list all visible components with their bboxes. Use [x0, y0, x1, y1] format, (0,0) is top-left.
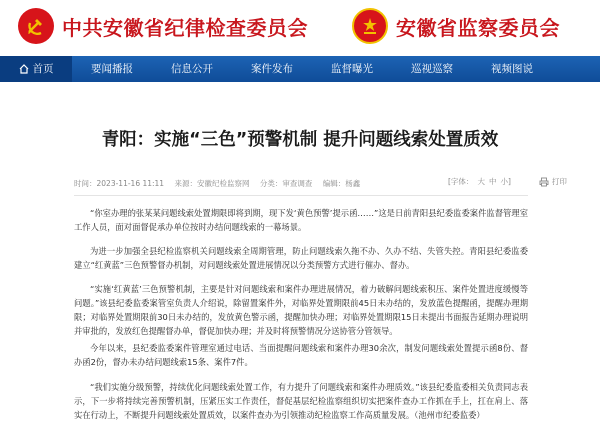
article-meta: [74, 178, 368, 189]
article-content: [0, 82, 600, 429]
banner-right-title: 安徽省监察委员会: [396, 15, 560, 40]
nav-item-info-disclosure[interactable]: 信息公开: [171, 63, 213, 75]
nav-item-video[interactable]: 视频图说: [491, 63, 533, 75]
national-emblem-icon: [352, 8, 388, 44]
banner-left-title: 中共安徽省纪律检查委员会: [62, 15, 308, 40]
font-size-label: [字体：: [448, 177, 474, 186]
nav-item-case-release[interactable]: 案件发布: [251, 63, 293, 75]
party-emblem-icon: [18, 8, 54, 44]
article-paragraph: “你室办理的张某某问题线索处置期限即将到期，现下发‘黄色预警’提示函……”这是日前青阳县纪委监委案件监督管理室工作人员，面对面督促承办单位按时办结问题线索的一幕场景。: [74, 208, 528, 232]
article-editor: 编辑：杨鑫: [322, 179, 361, 188]
article-date: 时间：2023-11-16 11:11: [74, 179, 165, 188]
banner-left[interactable]: [18, 8, 308, 44]
nav-item-exposure[interactable]: 监督曝光: [331, 63, 373, 75]
article-tools: [448, 176, 567, 187]
print-label: 打印: [551, 177, 567, 186]
nav-item-news[interactable]: 要闻播报: [91, 63, 133, 75]
site-banner: [0, 0, 600, 56]
font-medium-button[interactable]: 中: [488, 177, 497, 186]
print-icon: [539, 177, 549, 187]
home-icon: [19, 64, 29, 74]
nav-item-home[interactable]: [0, 56, 72, 82]
nav-item-inspection[interactable]: 巡视巡察: [411, 63, 453, 75]
article-paragraph: 为进一步加强全县纪检监察机关问题线索全周期管理，防止问题线索久拖不办、久办不结、失管失控。青阳县纪委监委建立“红黄蓝”三色预警督办机制，对问题线索处置进展情况以分类预警方式进行催办、督办。: [74, 246, 528, 270]
print-button[interactable]: [539, 176, 567, 187]
article-paragraph: “实施‘红黄蓝’三色预警机制，主要是针对问题线索和案件办理进展情况，着力破解问题线索积压、案件处置进度缓慢等问题。”该县纪委监委案管室负责人介绍说，除留置案件外，对临界处置期限前45日未办结的，发放蓝色提醒函，提醒办理期限；对临界处置期限前30日未办结的，发放黄色警示函，提醒加快办理；对临界处置期限15日未提出书面报告延期办理说明并审批的，发放红色提醒督办单，督促加快办理；并及时将预警情况分送协管分管领导。: [74, 284, 528, 336]
font-size-close: ]: [507, 177, 511, 186]
article-paragraph: 今年以来，县纪委监委案件管理室通过电话、当面提醒问题线索和案件办理30余次，制发问题线索处置提示函8份、督办函2份，督办未办结问题线索15条、案件7件。: [74, 343, 528, 367]
article-paragraph: “我们实施分级预警，持续优化问题线索处置工作，有力提升了问题线索和案件办理质效。”该县纪委监委相关负责同志表示，下一步将持续完善预警机制，压紧压实工作责任，督促基层纪检监察组织切实把案件查办工作抓在手上，扛在肩上、落实在行动上，不断提升问题线索处置质效，以案件查办为引领推动纪检监察工作高质量发展。（池州市纪委监委）: [74, 382, 528, 420]
article-source: 来源：安徽纪检监察网: [174, 179, 250, 188]
banner-right[interactable]: [352, 8, 560, 44]
nav-item-label: 首页: [32, 63, 54, 75]
font-size-control: [448, 176, 511, 187]
main-nav: [0, 56, 600, 82]
article-title: 青阳：实施“三色”预警机制 提升问题线索处置质效: [101, 130, 499, 150]
font-small-button[interactable]: 小: [500, 177, 508, 186]
meta-divider: [74, 195, 528, 196]
font-large-button[interactable]: 大: [477, 177, 485, 186]
article-category: 分类：审查调查: [259, 179, 313, 188]
